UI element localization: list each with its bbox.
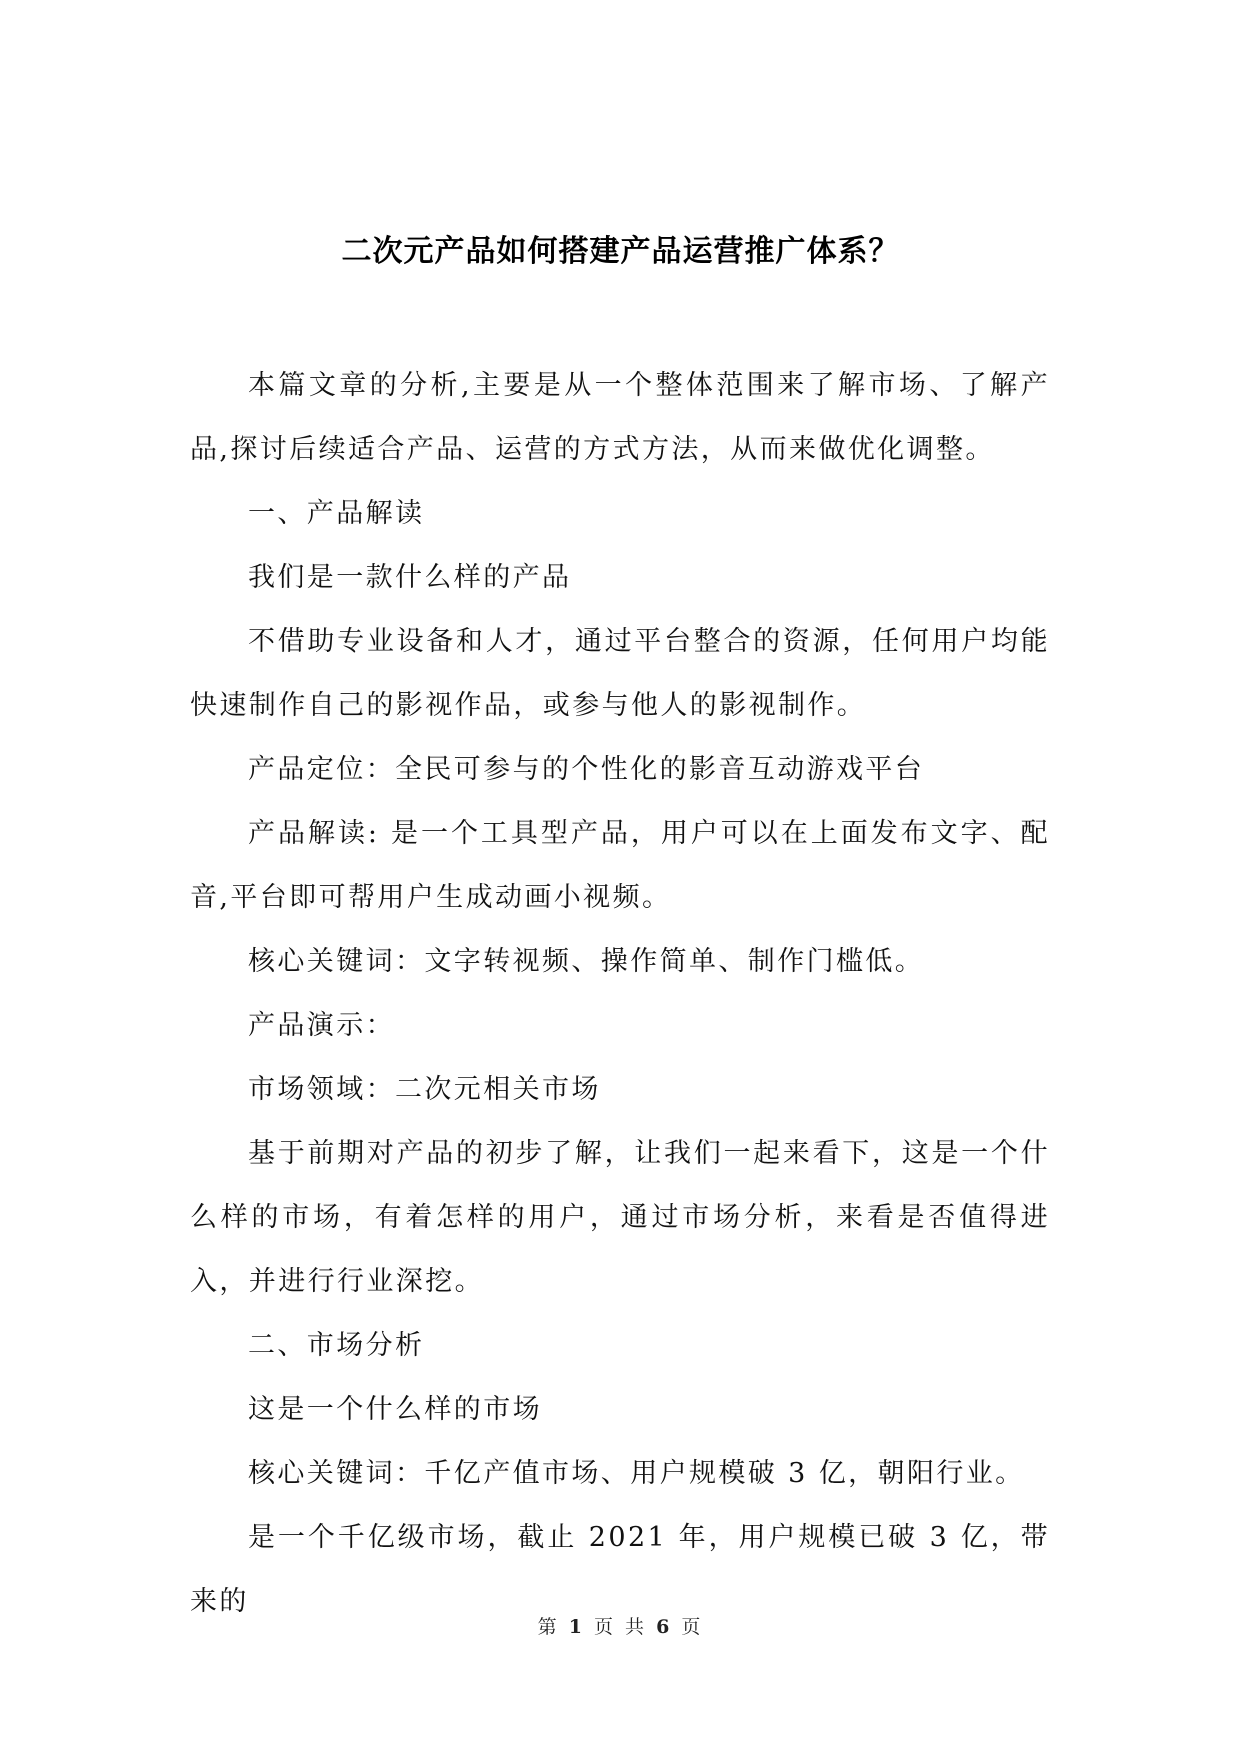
paragraph: 我们是一款什么样的产品 bbox=[248, 562, 572, 593]
paragraph: 产品演示： bbox=[248, 1010, 395, 1041]
current-page-number: 1 bbox=[568, 1616, 585, 1638]
footer-prefix: 第 bbox=[537, 1616, 560, 1638]
paragraph: 是一个千亿级市场，截止 2021 年，用户规模已破 3 亿，带来的 bbox=[190, 1522, 1050, 1617]
paragraph: 核心关键词：文字转视频、操作简单、制作门槛低。 bbox=[248, 946, 925, 977]
paragraph: 这是一个什么样的市场 bbox=[248, 1394, 542, 1425]
document-title: 二次元产品如何搭建产品运营推广体系？ bbox=[341, 234, 900, 269]
document-body bbox=[190, 354, 1050, 1634]
footer-suffix: 页 bbox=[681, 1616, 704, 1638]
paragraph: 本篇文章的分析,主要是从一个整体范围来了解市场、了解产品,探讨后续适合产品、运营的方式方法，从而来做优化调整。 bbox=[190, 370, 1050, 465]
section-heading: 一、产品解读 bbox=[248, 498, 425, 529]
section-heading: 二、市场分析 bbox=[248, 1330, 425, 1361]
paragraph: 核心关键词：千亿产值市场、用户规模破 3 亿，朝阳行业。 bbox=[248, 1458, 1025, 1489]
footer-middle: 页 共 bbox=[593, 1616, 648, 1638]
paragraph: 不借助专业设备和人才，通过平台整合的资源，任何用户均能快速制作自己的影视作品，或参与他人的影视制作。 bbox=[190, 626, 1050, 721]
paragraph: 基于前期对产品的初步了解，让我们一起来看下，这是一个什么样的市场，有着怎样的用户，通过市场分析，来看是否值得进入，并进行行业深挖。 bbox=[190, 1138, 1050, 1297]
page-footer bbox=[0, 1612, 1241, 1639]
paragraph: 市场领域：二次元相关市场 bbox=[248, 1074, 601, 1105]
paragraph: 产品定位：全民可参与的个性化的影音互动游戏平台 bbox=[248, 754, 925, 785]
paragraph: 产品解读: 是一个工具型产品，用户可以在上面发布文字、配音,平台即可帮用户生成动画小视频。 bbox=[190, 818, 1050, 913]
total-pages-number: 6 bbox=[656, 1616, 673, 1638]
